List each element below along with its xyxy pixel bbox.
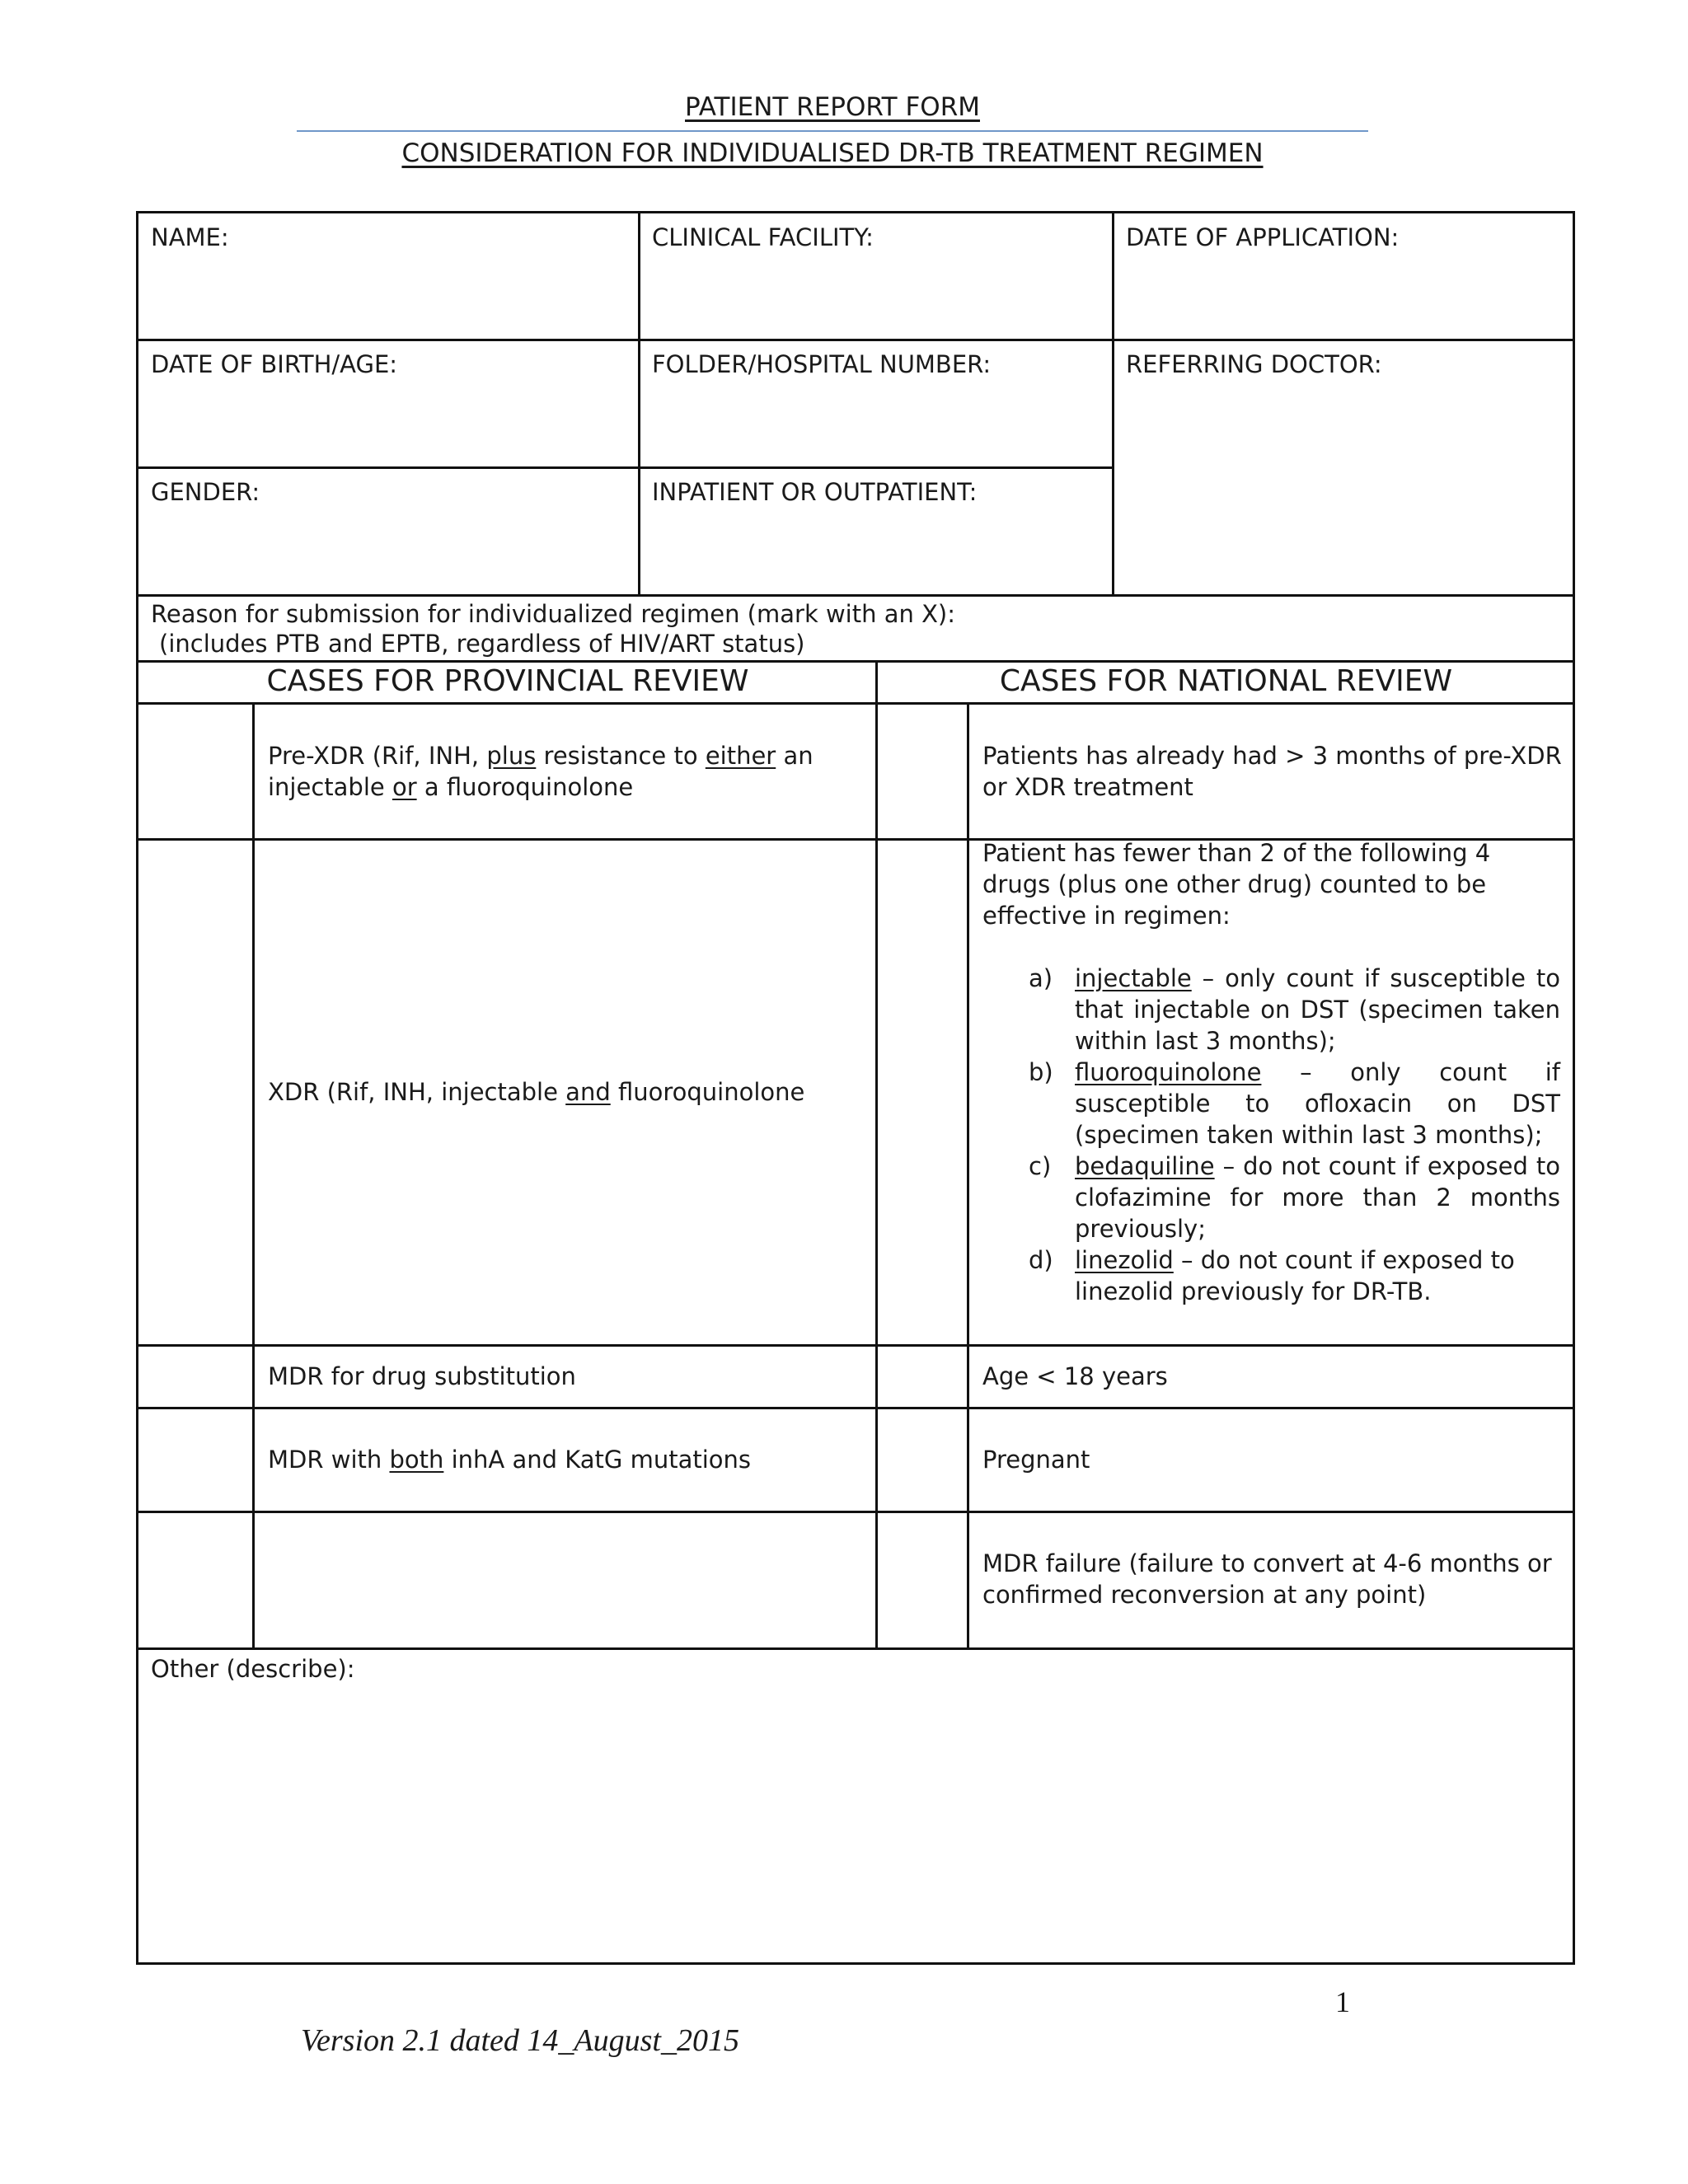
drug-name: fluoroquinolone: [1075, 1058, 1262, 1086]
date-of-birth-field[interactable]: [138, 340, 640, 468]
name-field[interactable]: [138, 213, 640, 340]
national-prior-treatment: [969, 704, 1575, 838]
text: Patient has fewer than 2 of the following 4 drugs (plus one other drug) counted to be effective in regimen:: [982, 839, 1491, 930]
provincial-xdr: [255, 840, 875, 1344]
row-divider: [138, 1511, 1575, 1513]
title-divider: [297, 130, 1368, 132]
text: – do not count if exposed to clofazimine for more than 2 months previously;: [1075, 1152, 1560, 1243]
text: MDR with: [268, 1446, 390, 1474]
page-number: 1: [1335, 1985, 1350, 2018]
national-mdr-failure: [969, 1512, 1575, 1646]
row-divider: [138, 1344, 1575, 1347]
text: MDR for drug substitution: [268, 1362, 576, 1390]
checkbox-xdr[interactable]: [138, 840, 252, 1344]
name-label: NAME:: [151, 223, 229, 251]
text: Pregnant: [982, 1446, 1090, 1474]
checkbox-mdr-mutations[interactable]: [138, 1408, 252, 1511]
national-pregnant: [969, 1408, 1575, 1511]
emphasis: both: [389, 1446, 444, 1474]
gender-label: GENDER:: [151, 478, 260, 506]
text: – do not count if exposed to linezolid previously for DR-TB.: [1075, 1246, 1515, 1305]
row-divider: [138, 838, 1575, 841]
other-describe-label: Other (describe):: [151, 1655, 355, 1683]
form-title: PATIENT REPORT FORM: [685, 92, 980, 122]
text: resistance to: [536, 741, 706, 770]
other-describe-field[interactable]: [138, 1650, 1575, 1965]
date-of-application-label: DATE OF APPLICATION:: [1126, 223, 1400, 251]
list-marker: d): [1029, 1246, 1053, 1274]
drug-name: injectable: [1075, 964, 1192, 992]
checkbox-prior-treatment[interactable]: [878, 704, 967, 838]
text: – only count if susceptible to that injectable on DST (specimen taken within last 3 months);: [1075, 964, 1560, 1055]
text: – only count if susceptible to ofloxacin on DST (specimen taken within last 3 months);: [1075, 1058, 1560, 1149]
inpatient-outpatient-field[interactable]: [640, 468, 1114, 596]
reason-section: [138, 596, 1575, 662]
national-review-header: CASES FOR NATIONAL REVIEW: [999, 664, 1453, 698]
text: Age < 18 years: [982, 1362, 1168, 1390]
provincial-mdr-substitution: [255, 1346, 875, 1407]
list-marker: b): [1029, 1058, 1053, 1086]
clinical-facility-label: CLINICAL FACILITY:: [652, 223, 874, 251]
emphasis: and: [565, 1078, 611, 1106]
drug-item-linezolid: [1029, 1244, 1560, 1307]
reason-instruction: Reason for submission for individualized regimen (mark with an X):: [151, 600, 956, 628]
checkbox-fewer-drugs[interactable]: [878, 840, 967, 1344]
inpatient-outpatient-label: INPATIENT OR OUTPATIENT:: [652, 478, 978, 506]
text: MDR failure (failure to convert at 4-6 months or confirmed reconversion at any point): [982, 1549, 1552, 1609]
drug-name: linezolid: [1075, 1246, 1174, 1274]
emphasis: either: [705, 741, 776, 770]
national-fewer-drugs: [969, 840, 1575, 1344]
text: a fluoroquinolone: [416, 772, 634, 801]
text: XDR (Rif, INH, injectable: [268, 1078, 566, 1106]
checkbox-age[interactable]: [878, 1346, 967, 1407]
drug-name: bedaquiline: [1075, 1152, 1215, 1180]
text: inhA and KatG mutations: [443, 1446, 752, 1474]
list-marker: c): [1029, 1152, 1052, 1180]
row-divider: [138, 466, 1114, 469]
reason-note: (includes PTB and EPTB, regardless of HIV/ART status): [159, 630, 805, 658]
text: fluoroquinolone: [610, 1078, 805, 1106]
referring-doctor-field[interactable]: [1114, 340, 1575, 596]
row-divider: [138, 1407, 1575, 1409]
checkbox-pregnant[interactable]: [878, 1408, 967, 1511]
provincial-pre-xdr: [255, 704, 875, 838]
provincial-review-header: CASES FOR PROVINCIAL REVIEW: [266, 664, 749, 698]
version-footer: Version 2.1 dated 14_August_2015: [301, 2023, 739, 2058]
text: Patients has already had > 3 months of pre-XDR or XDR treatment: [982, 741, 1562, 801]
checkbox-provincial-empty[interactable]: [138, 1512, 252, 1646]
checkbox-mdr-substitution[interactable]: [138, 1346, 252, 1407]
patient-report-form: [136, 211, 1575, 1965]
gender-field[interactable]: [138, 468, 640, 596]
list-marker: a): [1029, 964, 1053, 992]
emphasis: plus: [486, 741, 537, 770]
checkbox-pre-xdr[interactable]: [138, 704, 252, 838]
row-divider: [138, 339, 1575, 341]
text: an injectable: [268, 741, 814, 801]
folder-number-label: FOLDER/HOSPITAL NUMBER:: [652, 350, 992, 378]
provincial-empty-row: [255, 1512, 875, 1646]
national-age: [969, 1346, 1575, 1407]
folder-number-field[interactable]: [640, 340, 1114, 468]
form-subtitle: CONSIDERATION FOR INDIVIDUALISED DR-TB TREATMENT REGIMEN: [401, 138, 1264, 168]
clinical-facility-field[interactable]: [640, 213, 1114, 340]
column-divider: [1112, 213, 1114, 596]
drug-item-fluoroquinolone: [1029, 1057, 1560, 1151]
checkbox-mdr-failure[interactable]: [878, 1512, 967, 1646]
column-divider: [638, 213, 640, 596]
provincial-mdr-mutations: [255, 1408, 875, 1511]
drug-item-injectable: [1029, 963, 1560, 1057]
text: Pre-XDR (Rif, INH,: [268, 741, 487, 770]
referring-doctor-label: REFERRING DOCTOR:: [1126, 350, 1382, 378]
date-of-application-field[interactable]: [1114, 213, 1575, 340]
date-of-birth-label: DATE OF BIRTH/AGE:: [151, 350, 398, 378]
drug-list: [1029, 963, 1560, 1307]
emphasis: or: [392, 772, 417, 801]
drug-item-bedaquiline: [1029, 1151, 1560, 1244]
